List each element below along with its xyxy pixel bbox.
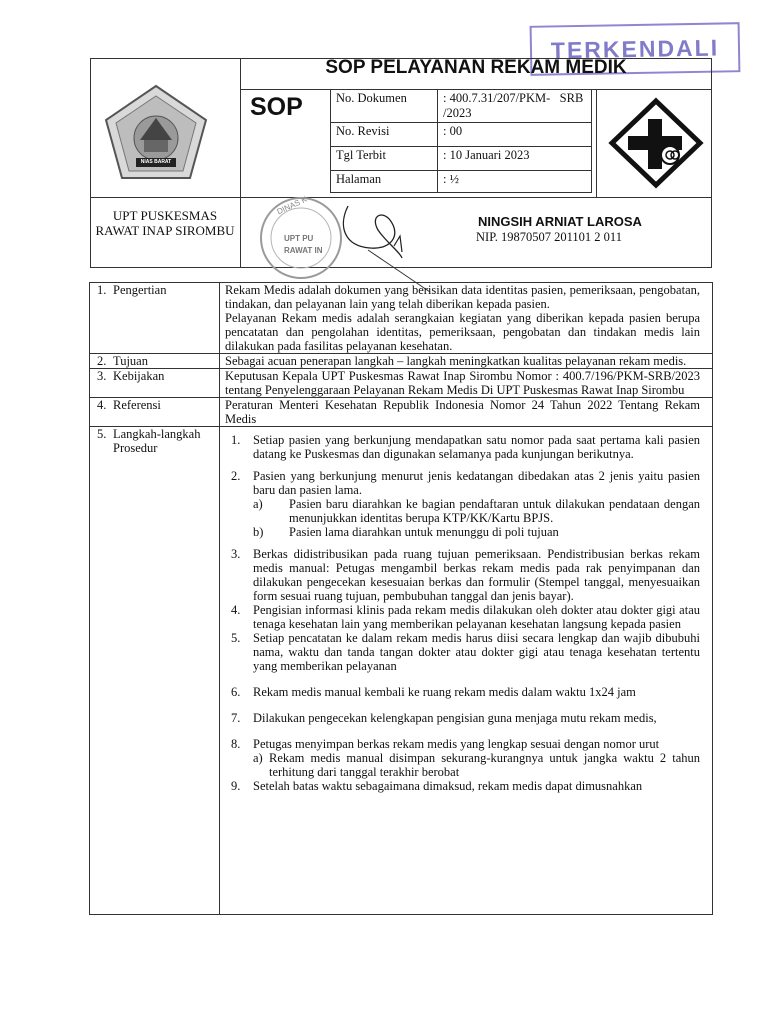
sop-content-table xyxy=(89,282,713,915)
step-number: 1. xyxy=(231,433,241,447)
procedure-step xyxy=(225,631,700,673)
document-title: SOP PELAYANAN REKAM MEDIK xyxy=(325,57,627,78)
spacer xyxy=(225,699,700,711)
sub-step-letter: b) xyxy=(253,525,264,539)
meta-value-page: : ½ xyxy=(438,171,592,193)
sub-step-text: Rekam medis manual disimpan sekurang-kurangnya untuk jangka waktu 2 tahun terhitung dari tanggal terakhir berobat xyxy=(269,751,700,779)
step-text: Pengisian informasi klinis pada rekam medis dilakukan oleh dokter atau dokter gigi atau tenaga kesehatan lain yang memberikan pelayanan kesehatan langsung kepada pasien xyxy=(253,603,700,631)
sub-list xyxy=(253,497,700,539)
row-text: Keputusan Kepala UPT Puskesmas Rawat Inap Sirombu Nomor : 400.7/196/PKM-SRB/2023 tentang Penyelenggaraan Pelayanan Rekam Medis Di UPT Puskesmas Rawat Inap Sirombu xyxy=(220,369,713,398)
signer-name: NINGSIH ARNIAT LAROSA xyxy=(478,214,642,229)
procedure-steps xyxy=(220,427,713,915)
step-number: 3. xyxy=(231,547,241,561)
step-text: Berkas didistribusikan pada ruang tujuan pemeriksaan. Pendistribusian berkas rekam medis manual: Petugas mengambil berkas rekam medis pada rak penyimpanan dan dilakukan pengecekan kesesuaian berkas dan formulir (Stempel tanggal, menyesuaikan form sesuai ruang tujuan, pembubuhan tanggal dan jenis bayar). xyxy=(253,547,700,603)
signature xyxy=(330,196,440,296)
header-divider-right xyxy=(596,90,597,198)
procedure-step xyxy=(225,603,700,631)
sub-step-text: Pasien lama diarahkan untuk menunggu di poli tujuan xyxy=(289,525,559,539)
row-label: Referensi xyxy=(113,398,220,427)
step-number: 6. xyxy=(231,685,241,699)
sub-step-letter: a) xyxy=(253,497,263,511)
procedure-step xyxy=(225,685,700,699)
step-text: Petugas menyimpan berkas rekam medis yang lengkap sesuai dengan nomor urut xyxy=(253,737,660,751)
seal-ring-text: DINAS K xyxy=(275,194,309,217)
spacer xyxy=(225,725,700,737)
unit-name: UPT PUSKESMAS RAWAT INAP SIROMBU xyxy=(95,208,235,238)
row-text: Sebagai acuan penerapan langkah – langkah meningkatkan kualitas pelayanan rekam medis. xyxy=(220,354,713,369)
definition-medical-record: Rekam Medis adalah dokumen yang berisikan data identitas pasien, pemeriksaan, pengobatan, tindakan, dan pelayanan lain yang telah diberikan kepada pasien. xyxy=(225,283,700,311)
row-text xyxy=(220,283,713,354)
meta-label-doc-no: No. Dokumen xyxy=(331,90,438,123)
definition-service: Pelayanan Rekam medis adalah serangkaian kegiatan yang diberikan kepada pasien berupa pencatatan dan pengolahan identitas, pemeriksaan, pengobatan dan tindakan medis lain dilakukan pada fasilitas pelayanan kesehatan. xyxy=(225,311,700,353)
signer-nip: NIP. 19870507 201101 2 011 xyxy=(476,230,622,244)
seal-inner-text: UPT PU RAWAT IN xyxy=(284,234,323,255)
meta-value-revision: : 00 xyxy=(438,123,592,147)
step-text: Rekam medis manual kembali ke ruang rekam medis dalam waktu 1x24 jam xyxy=(253,685,636,699)
step-number: 8. xyxy=(231,737,241,751)
row-procedure xyxy=(90,427,713,915)
procedure-step xyxy=(225,547,700,603)
step-text: Dilakukan pengecekan kelengkapan pengisian guna menjaga mutu rekam medis, xyxy=(253,711,657,725)
row-purpose xyxy=(90,354,713,369)
meta-value-issue-date: : 10 Januari 2023 xyxy=(438,147,592,171)
step-number: 7. xyxy=(231,711,241,725)
procedure-step xyxy=(225,737,700,779)
sub-list xyxy=(253,751,700,779)
health-logo xyxy=(608,97,704,189)
regency-logo xyxy=(96,78,216,188)
sub-step-text: Pasien baru diarahkan ke bagian pendaftaran untuk dilakukan pendataan dengan menunjukkan identitas berupa KTP/KK/Kartu BPJS. xyxy=(289,497,700,525)
row-number: 1. xyxy=(90,283,114,354)
step-number: 2. xyxy=(231,469,241,483)
sop-label: SOP xyxy=(250,93,303,121)
sub-step-letter: a) xyxy=(253,751,263,765)
row-reference xyxy=(90,398,713,427)
meta-value-doc-no: : 400.7.31/207/PKM- SRB /2023 xyxy=(438,90,592,123)
row-definition xyxy=(90,283,713,354)
meta-label-revision: No. Revisi xyxy=(331,123,438,147)
spacer xyxy=(225,539,700,547)
row-policy xyxy=(90,369,713,398)
step-number: 5. xyxy=(231,631,241,645)
row-label: Pengertian xyxy=(113,283,220,354)
row-number: 2. xyxy=(90,354,114,369)
meta-label-issue-date: Tgl Terbit xyxy=(331,147,438,171)
procedure-step xyxy=(225,779,700,793)
step-number: 4. xyxy=(231,603,241,617)
row-number: 3. xyxy=(90,369,114,398)
row-label: Kebijakan xyxy=(113,369,220,398)
step-number: 9. xyxy=(231,779,241,793)
procedure-step xyxy=(225,433,700,461)
procedure-list xyxy=(225,433,700,793)
row-number: 5. xyxy=(90,427,114,915)
row-label: Langkah-langkah Prosedur xyxy=(113,427,220,915)
document-meta-table xyxy=(330,89,592,193)
sub-step xyxy=(253,525,700,539)
sub-step xyxy=(253,497,700,525)
spacer xyxy=(225,461,700,469)
row-text: Peraturan Menteri Kesehatan Republik Indonesia Nomor 24 Tahun 2022 Tentang Rekam Medis xyxy=(220,398,713,427)
meta-label-page: Halaman xyxy=(331,171,438,193)
procedure-step xyxy=(225,469,700,539)
controlled-stamp: TERKENDALI xyxy=(530,22,741,76)
step-text: Setiap pencatatan ke dalam rekam medis harus diisi secara lengkap dan wajib dibubuhi nama, waktu dan tanda tangan dokter atau dokter gigi atau tenaga kesehatan tertentu yang memberikan pelayanan xyxy=(253,631,700,673)
sub-step xyxy=(253,751,700,779)
row-label: Tujuan xyxy=(113,354,220,369)
step-text: Setelah batas waktu sebagaimana dimaksud, rekam medis dapat dimusnahkan xyxy=(253,779,643,793)
procedure-step xyxy=(225,711,700,725)
step-text: Pasien yang berkunjung menurut jenis kedatangan dibedakan atas 2 jenis yaitu pasien baru dan pasien lama. xyxy=(253,469,700,497)
step-text: Setiap pasien yang berkunjung mendapatkan satu nomor pada saat pertama kali pasien datang ke Puskesmas dan digunakan selamanya pada kunjungan berikutnya. xyxy=(253,433,700,461)
spacer xyxy=(225,673,700,685)
row-number: 4. xyxy=(90,398,114,427)
logo-caption: NIAS BARAT xyxy=(140,159,172,165)
